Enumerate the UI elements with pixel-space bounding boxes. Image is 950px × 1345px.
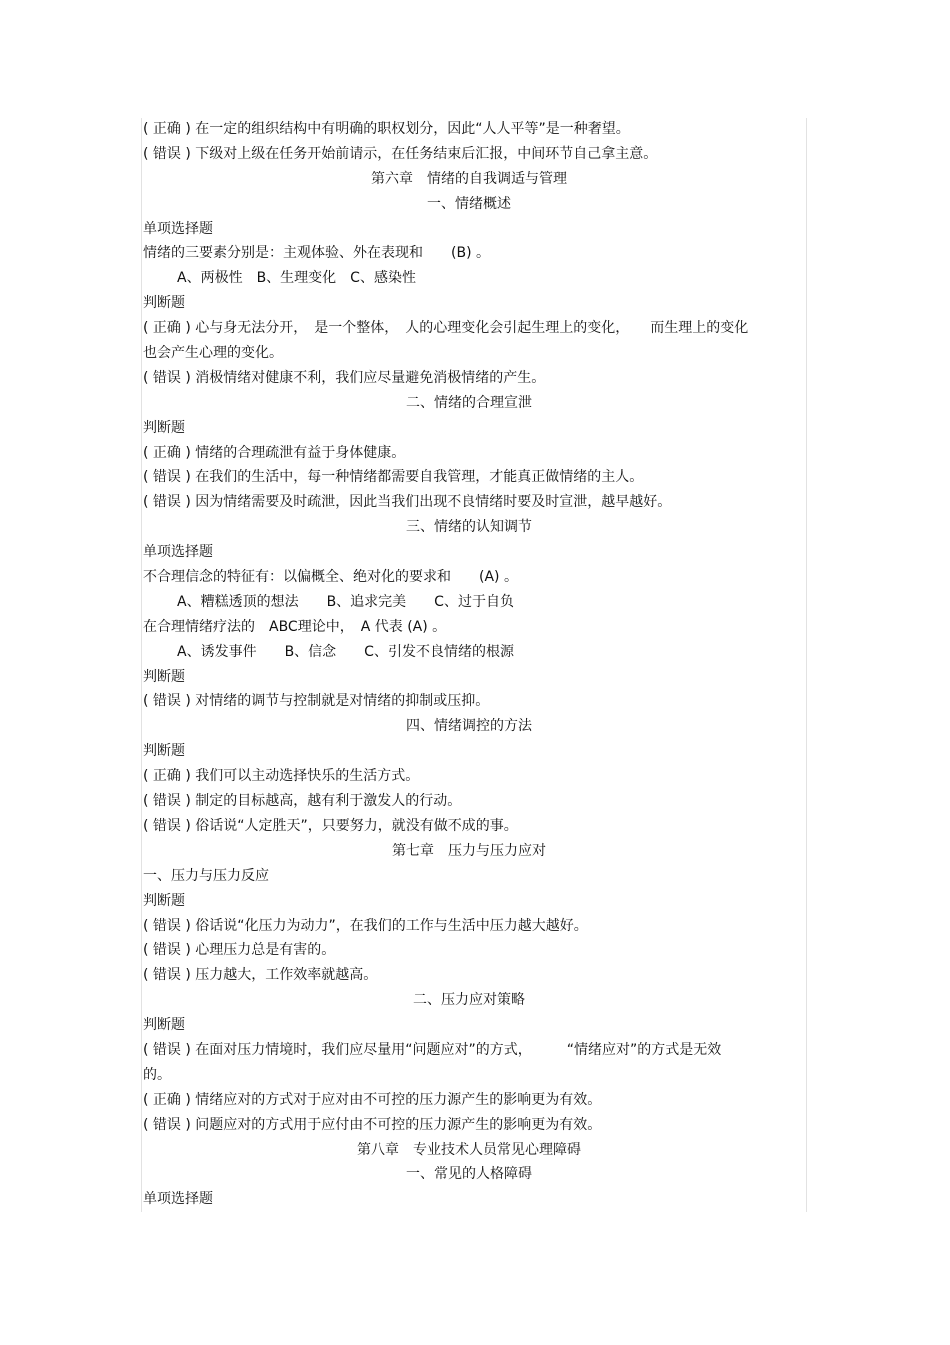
section-heading: 第七章 压力与压力应对 <box>392 842 546 859</box>
text-line: ( 错误 ) 俗话说“人定胜天”，只要努力，就没有做不成的事。 <box>143 817 518 834</box>
section-heading: 三、情绪的认知调节 <box>406 519 532 536</box>
text-line: 判断题 <box>143 892 185 909</box>
document-body <box>143 117 795 1212</box>
text-line: ( 错误 ) 制定的目标越高，越有利于激发人的行动。 <box>143 793 462 810</box>
answer-options: A、两极性 B、生理变化 C、感染性 <box>177 270 416 287</box>
section-heading: 一、情绪概述 <box>427 195 511 212</box>
text-line: ( 错误 ) 心理压力总是有害的。 <box>143 942 336 959</box>
text-line: 的。 <box>143 1066 171 1083</box>
text-line: 在合理情绪疗法的 ABC理论中， A 代表 (A) 。 <box>143 618 447 635</box>
text-line: ( 错误 ) 在我们的生活中，每一种情绪都需要自我管理，才能真正做情绪的主人。 <box>143 469 644 486</box>
text-line: ( 正确 ) 我们可以主动选择快乐的生活方式。 <box>143 768 420 785</box>
text-line: 单项选择题 <box>143 1191 213 1208</box>
text-line: ( 错误 ) 对情绪的调节与控制就是对情绪的抑制或压抑。 <box>143 693 490 710</box>
section-heading: 四、情绪调控的方法 <box>406 718 532 735</box>
text-line: 判断题 <box>143 419 185 436</box>
text-line: ( 错误 ) 俗话说“化压力为动力”，在我们的工作与生活中压力越大越好。 <box>143 917 588 934</box>
text-line: ( 错误 ) 问题应对的方式用于应付由不可控的压力源产生的影响更为有效。 <box>143 1116 602 1133</box>
section-heading: 二、压力应对策略 <box>413 992 525 1009</box>
section-heading: 第八章 专业技术人员常见心理障碍 <box>357 1141 581 1158</box>
section-heading: 二、情绪的合理宣泄 <box>406 394 532 411</box>
text-line: 情绪的三要素分别是：主观体验、外在表现和 (B) 。 <box>143 245 490 262</box>
text-line: 判断题 <box>143 1017 185 1034</box>
left-margin-rule <box>141 118 142 1212</box>
text-line: 不合理信念的特征有：以偏概全、绝对化的要求和 (A) 。 <box>143 569 518 586</box>
text-line: ( 错误 ) 下级对上级在任务开始前请示，在任务结束后汇报，中间环节自己拿主意。 <box>143 145 658 162</box>
text-line: 一、压力与压力反应 <box>143 867 269 884</box>
text-line: 判断题 <box>143 295 185 312</box>
text-line: ( 正确 ) 情绪的合理疏泄有益于身体健康。 <box>143 444 406 461</box>
text-line: 单项选择题 <box>143 220 213 237</box>
text-line: 也会产生心理的变化。 <box>143 345 283 362</box>
text-line: ( 错误 ) 在面对压力情境时，我们应尽量用“问题应对”的方式， “情绪应对”的方式是无效 <box>143 1041 722 1058</box>
section-heading: 一、常见的人格障碍 <box>406 1166 532 1183</box>
text-line: 单项选择题 <box>143 544 213 561</box>
text-line: 判断题 <box>143 743 185 760</box>
text-line: ( 正确 ) 情绪应对的方式对于应对由不可控的压力源产生的影响更为有效。 <box>143 1091 602 1108</box>
text-line: ( 错误 ) 压力越大，工作效率就越高。 <box>143 967 378 984</box>
text-line: ( 正确 ) 在一定的组织结构中有明确的职权划分，因此“人人平等”是一种奢望。 <box>143 121 630 137</box>
section-heading: 第六章 情绪的自我调适与管理 <box>371 170 567 187</box>
answer-options: A、糟糕透顶的想法 B、追求完美 C、过于自负 <box>177 593 514 610</box>
text-line: ( 错误 ) 消极情绪对健康不利，我们应尽量避免消极情绪的产生。 <box>143 369 546 386</box>
text-line: ( 正确 ) 心与身无法分开， 是一个整体， 人的心理变化会引起生理上的变化， 而生理上的变化 <box>143 320 749 337</box>
right-margin-rule <box>806 118 807 1212</box>
text-line: 判断题 <box>143 668 185 685</box>
answer-options: A、诱发事件 B、信念 C、引发不良情绪的根源 <box>177 643 514 660</box>
text-line: ( 错误 ) 因为情绪需要及时疏泄，因此当我们出现不良情绪时要及时宣泄，越早越好。 <box>143 494 672 511</box>
